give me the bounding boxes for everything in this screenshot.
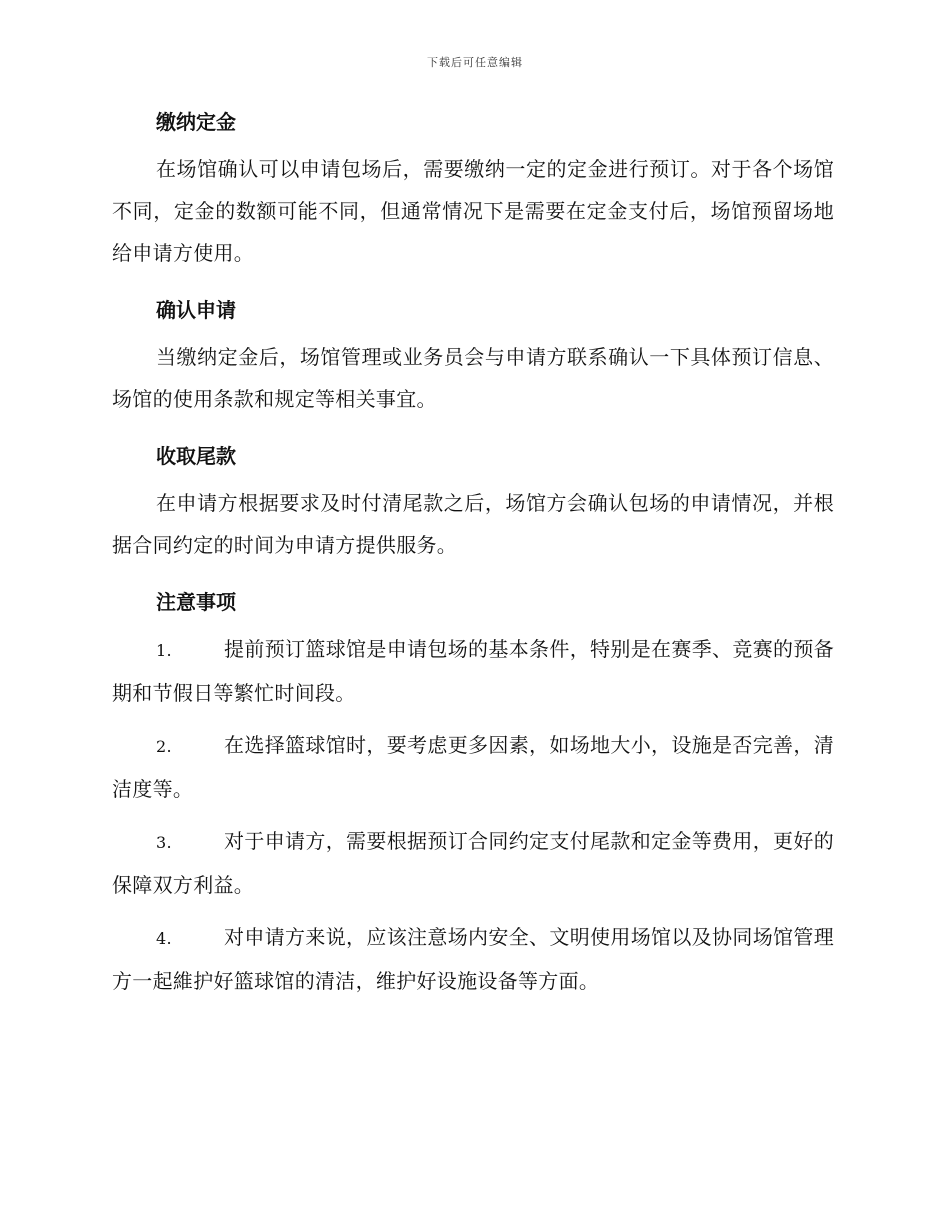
note-text: 对申请方来说，应该注意场内安全、文明使用场馆以及协同场馆管理方一起維护好篮球馆的清洁，维护好设施设备等方面。	[112, 925, 834, 993]
note-text: 提前预订篮球馆是申请包场的基本条件，特别是在赛季、竞赛的预备期和节假日等繁忙时间段。	[112, 637, 834, 705]
section-heading-confirm: 确认申请	[156, 298, 236, 322]
section-heading-deposit: 缴纳定金	[156, 110, 236, 134]
section-heading-balance: 收取尾款	[156, 444, 236, 468]
section-paragraph-balance: 在申请方根据要求及时付清尾款之后，场馆方会确认包场的申请情况，并根据合同约定的时间为申请方提供服务。	[112, 491, 834, 557]
note-item-1	[112, 628, 834, 714]
note-item-4	[112, 916, 834, 1002]
note-number: 4.	[156, 929, 172, 948]
section-heading-notes: 注意事项	[156, 590, 236, 614]
note-text: 对于申请方，需要根据预订合同约定支付尾款和定金等费用，更好的保障双方利益。	[112, 829, 834, 897]
section-paragraph-deposit: 在场馆确认可以申请包场后，需要缴纳一定的定金进行预订。对于各个场馆不同，定金的数额可能不同，但通常情况下是需要在定金支付后，场馆预留场地给申请方使用。	[112, 157, 834, 265]
note-number: 2.	[156, 737, 172, 756]
document-body	[112, 108, 834, 1002]
note-item-3	[112, 820, 834, 906]
note-number: 3.	[156, 833, 172, 852]
note-text: 在选择篮球馆时，要考虑更多因素，如场地大小，设施是否完善，清洁度等。	[112, 733, 834, 801]
note-number: 1.	[156, 641, 172, 660]
note-item-2	[112, 724, 834, 810]
section-paragraph-confirm: 当缴纳定金后，场馆管理或业务员会与申请方联系确认一下具体预订信息、场馆的使用条款和规定等相关事宜。	[112, 345, 834, 411]
header-note: 下载后可任意编辑	[427, 56, 523, 69]
